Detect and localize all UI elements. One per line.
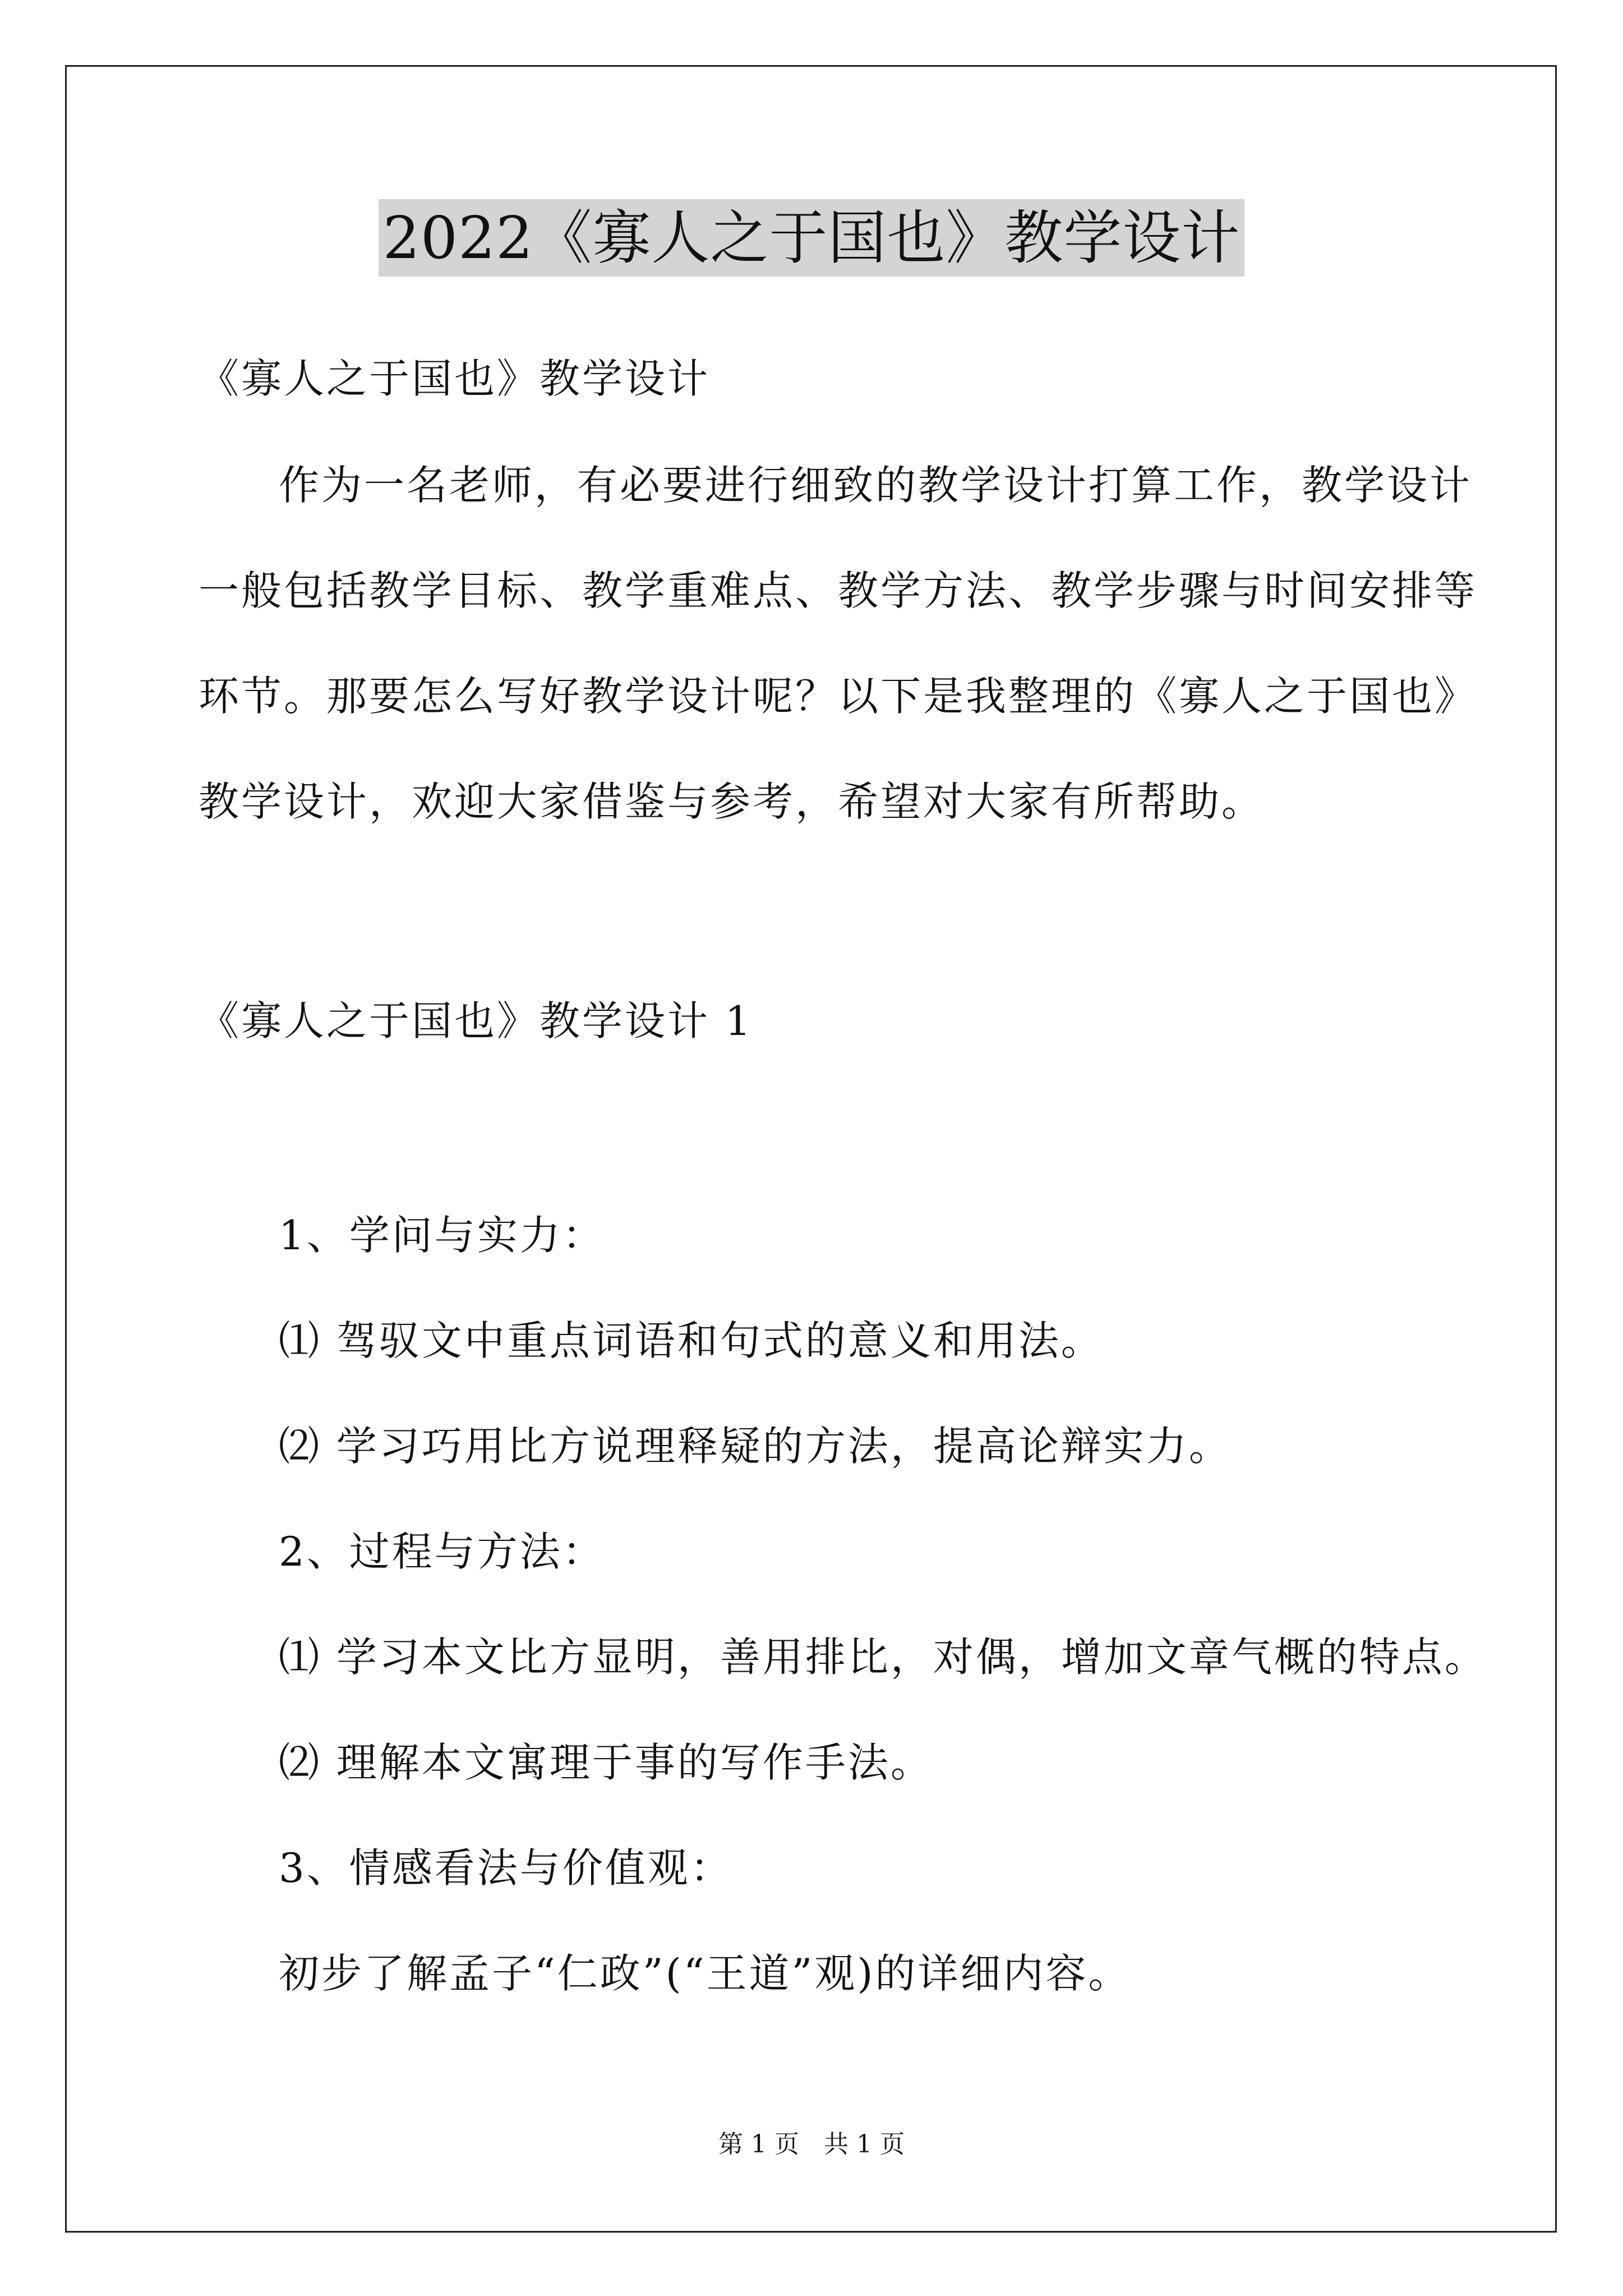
intro-line-4: 教学设计，欢迎大家借鉴与参考，希望对大家有所帮助。	[199, 778, 1265, 825]
intro-line-1: 作为一名老师，有必要进行细致的教学设计打算工作，教学设计	[279, 462, 1473, 509]
section-heading: 《寡人之于国也》教学设计 1	[199, 997, 753, 1045]
intro-line-2: 一般包括教学目标、教学重难点、教学方法、教学步骤与时间安排等	[199, 567, 1478, 614]
list-item: ⑵ 学习巧用比方说理释疑的方法，提高论辩实力。	[279, 1423, 1232, 1470]
list-item: ⑴ 驾驭文中重点词语和句式的意义和用法。	[279, 1317, 1104, 1364]
list-item: 初步了解孟子“仁政”(“王道”观)的详细内容。	[279, 1950, 1131, 1997]
list-item: ⑴ 学习本文比方显明，善用排比，对偶，增加文章气概的特点。	[279, 1634, 1487, 1681]
list-item: ⑵ 理解本文寓理于事的写作手法。	[279, 1739, 933, 1786]
page-footer: 第 1 页 共 1 页	[718, 2130, 905, 2159]
title-container	[0, 199, 1623, 277]
document-title: 2022《寡人之于国也》教学设计	[379, 199, 1245, 277]
list-item: 2、过程与方法：	[279, 1528, 605, 1575]
list-item: 1、学问与实力：	[279, 1212, 605, 1259]
list-item: 3、情感看法与价值观：	[279, 1844, 733, 1892]
intro-line-3: 环节。那要怎么写好教学设计呢？以下是我整理的《寡人之于国也》	[199, 673, 1478, 720]
document-subtitle: 《寡人之于国也》教学设计	[199, 355, 711, 402]
